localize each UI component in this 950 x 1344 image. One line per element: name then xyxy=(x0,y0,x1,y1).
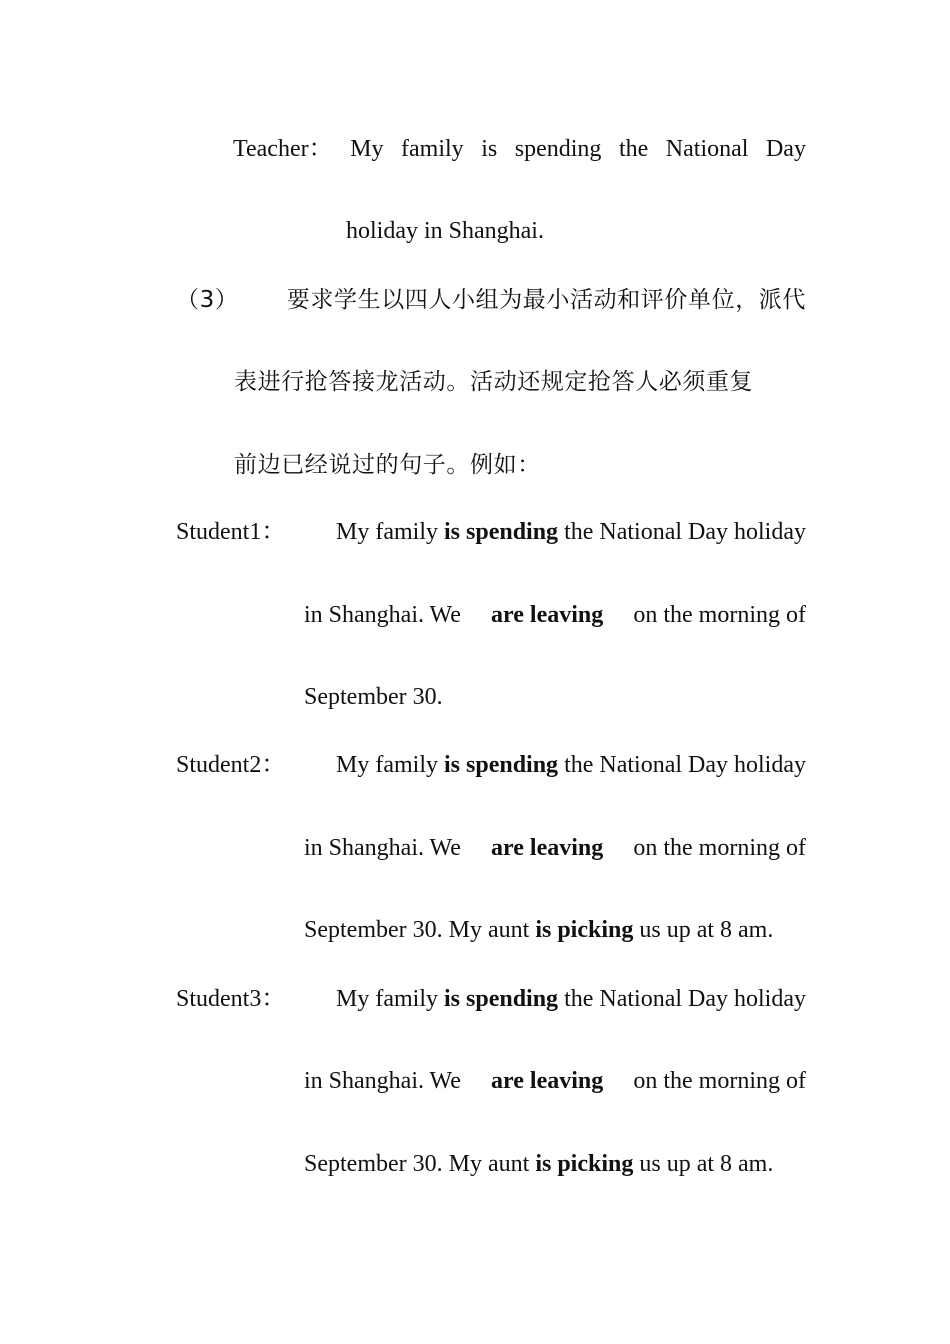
student2-line-2 xyxy=(304,833,806,863)
student2-line-3: September 30. My aunt is picking us up at 8 am. xyxy=(304,917,774,943)
sentence-part: in Shanghai. We xyxy=(304,602,461,628)
student3-line-1 xyxy=(176,984,806,1014)
sentence-part: My family is spending the National Day holiday xyxy=(336,519,806,545)
word: spending xyxy=(514,136,602,162)
word: is xyxy=(481,136,498,162)
word: family xyxy=(401,136,464,162)
teacher-speaker: Teacher： xyxy=(233,136,333,162)
student-speaker: Student1： xyxy=(176,519,286,545)
verb-phrase: are leaving xyxy=(491,835,604,861)
student1-line-3: September 30. xyxy=(304,684,443,710)
student-speaker: Student2： xyxy=(176,752,286,778)
step3-text: 要求学生以四人小组为最小活动和评价单位，派代 xyxy=(286,287,806,313)
word: the xyxy=(618,136,649,162)
step3-line-3: 前边已经说过的句子。例如： xyxy=(234,452,541,478)
verb-phrase: is spending xyxy=(444,519,559,545)
step3-line-1 xyxy=(176,285,806,315)
word: Day xyxy=(765,136,806,162)
teacher-line-2: holiday in Shanghai. xyxy=(346,218,544,244)
student3-line-3: September 30. My aunt is picking us up at 8 am. xyxy=(304,1151,774,1177)
verb-phrase: is spending xyxy=(444,752,559,778)
sentence-part: in Shanghai. We xyxy=(304,835,461,861)
word: National xyxy=(665,136,749,162)
verb-phrase: is picking xyxy=(535,1151,634,1177)
verb-phrase: is picking xyxy=(535,917,634,943)
step-number: （3） xyxy=(176,287,239,313)
verb-phrase: is spending xyxy=(444,986,559,1012)
student3-line-2 xyxy=(304,1066,806,1096)
student2-line-1 xyxy=(176,750,806,780)
verb-phrase: are leaving xyxy=(491,1068,604,1094)
sentence-part: on the morning of xyxy=(633,1068,806,1094)
student1-line-1 xyxy=(176,517,806,547)
student-speaker: Student3： xyxy=(176,986,286,1012)
sentence-part: My family is spending the National Day holiday xyxy=(336,986,806,1012)
sentence-part: My family is spending the National Day holiday xyxy=(336,752,806,778)
sentence-part: on the morning of xyxy=(633,835,806,861)
step3-line-2: 表进行抢答接龙活动。活动还规定抢答人必须重复 xyxy=(234,369,754,395)
teacher-line-1 xyxy=(233,134,806,164)
verb-phrase: are leaving xyxy=(491,602,604,628)
student1-line-2 xyxy=(304,600,806,630)
sentence-part: on the morning of xyxy=(633,602,806,628)
word: My xyxy=(350,136,384,162)
sentence-part: in Shanghai. We xyxy=(304,1068,461,1094)
